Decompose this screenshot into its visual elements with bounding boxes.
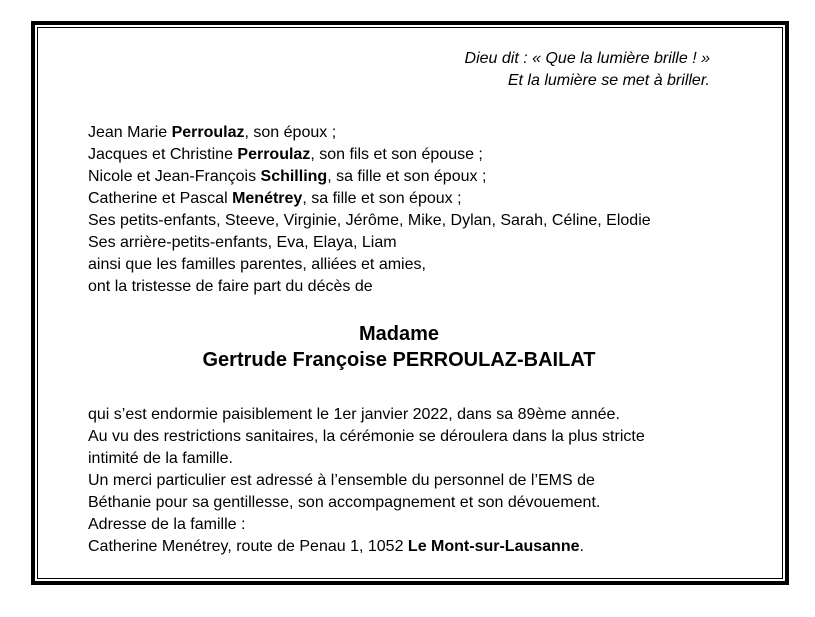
family-list (88, 122, 710, 298)
text-line: Catherine Menétrey, route de Penau 1, 1052 Le Mont-sur-Lausanne. (88, 538, 584, 555)
text-line: Adresse de la famille : (88, 516, 246, 533)
text-line: Jean Marie Perroulaz, son époux ; (88, 124, 337, 141)
text-line: Ses arrière-petits-enfants, Eva, Elaya, Liam (88, 234, 397, 251)
text-line: Au vu des restrictions sanitaires, la cérémonie se déroulera dans la plus stricte (88, 428, 645, 445)
text-line: qui s’est endormie paisiblement le 1er janvier 2022, dans sa 89ème année. (88, 406, 620, 423)
announcement-content (38, 28, 782, 558)
text-line: Ses petits-enfants, Steeve, Virginie, Jérôme, Mike, Dylan, Sarah, Céline, Elodie (88, 212, 651, 229)
deceased-title (88, 321, 710, 373)
text-line: Dieu dit : « Que la lumière brille ! » (464, 50, 710, 67)
text-line: Béthanie pour sa gentillesse, son accompagnement et son dévouement. (88, 494, 601, 511)
announcement-details (88, 404, 710, 558)
text-line: intimité de la famille. (88, 450, 233, 467)
announcement-card-border (31, 21, 789, 585)
deceased-salutation: Madame (358, 323, 440, 345)
text-line: Catherine et Pascal Menétrey, sa fille et son époux ; (88, 190, 462, 207)
announcement-card (37, 27, 783, 579)
text-line: Un merci particulier est adressé à l’ensemble du personnel de l’EMS de (88, 472, 595, 489)
text-line: ainsi que les familles parentes, alliées et amies, (88, 256, 426, 273)
epigraph-quote (88, 48, 710, 92)
text-line: Jacques et Christine Perroulaz, son fils et son épouse ; (88, 146, 483, 163)
text-line: ont la tristesse de faire part du décès de (88, 278, 373, 295)
text-line: Nicole et Jean-François Schilling, sa fille et son époux ; (88, 168, 487, 185)
deceased-name: Gertrude Françoise PERROULAZ-BAILAT (202, 349, 596, 371)
text-line: Et la lumière se met à briller. (507, 72, 710, 89)
